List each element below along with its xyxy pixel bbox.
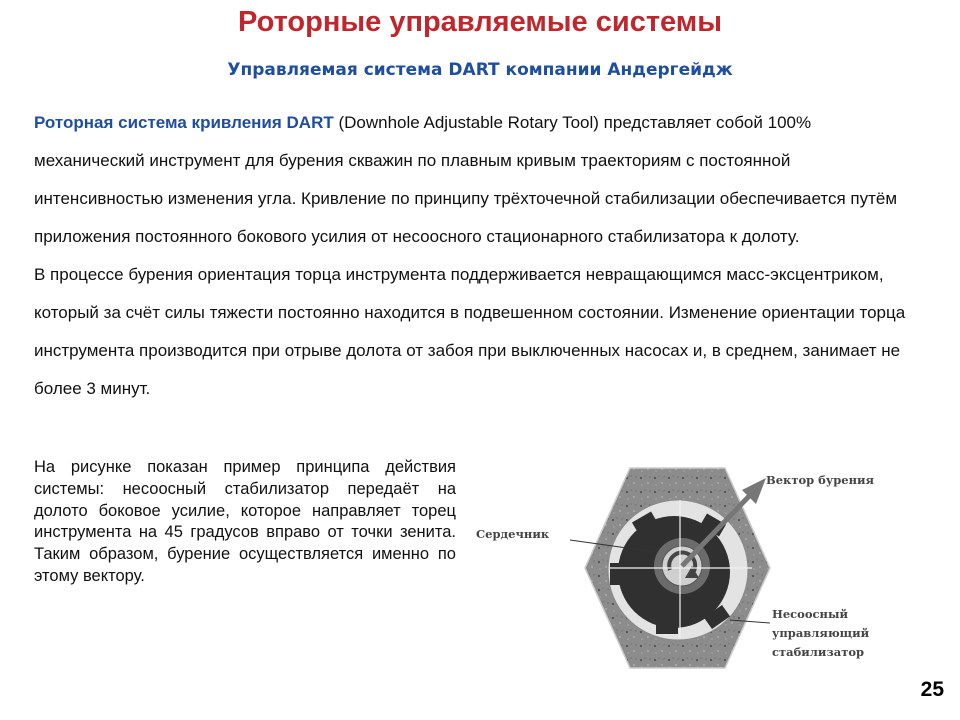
paragraph-1 (34, 104, 914, 256)
dart-diagram-svg (470, 460, 900, 685)
label-stabilizer-line2: управляющий (772, 626, 870, 640)
label-core: Сердечник (476, 527, 550, 541)
paragraph-1-rest: (Downhole Adjustable Rotary Tool) представляет собой 100% механический инструмент для бурения скважин по плавным кривым траекториям с постоянной интенсивностью изменения угла. Кривление по принципу трёхточечной стабилизации обеспечивается путём приложения постоянного бокового усилия от несоосного стационарного стабилизатора к долоту. (34, 113, 898, 246)
main-text (34, 104, 914, 408)
page-number: 25 (920, 678, 944, 701)
label-drilling-vector: Вектор бурения (766, 473, 875, 487)
dart-diagram (470, 460, 900, 685)
slide-subtitle: Управляемая система DART компании Андергейдж (227, 60, 733, 80)
figure-caption: На рисунке показан пример принципа действия системы: несоосный стабилизатор передаёт на долото боковое усилие, которое направляет торец инструмента на 45 градусов вправо от точки зенита. Таким образом, бурение осуществляется именно по этому вектору. (34, 458, 456, 585)
label-stabilizer-line1: Несоосный (772, 607, 849, 621)
label-stabilizer-line3: стабилизатор (772, 645, 865, 659)
paragraph-1-lead: Роторная система кривления DART (34, 113, 334, 132)
paragraph-2: В процессе бурения ориентация торца инструмента поддерживается невращающимся масс-эксцентриком, который за счёт силы тяжести постоянно находится в подвешенном состоянии. Изменение ориентации торца инструмента производится при отрыве долота от забоя при выключенных насосах и, в среднем, занимает не более 3 минут. (34, 265, 906, 398)
slide-title: Роторные управляемые системы (237, 6, 722, 38)
